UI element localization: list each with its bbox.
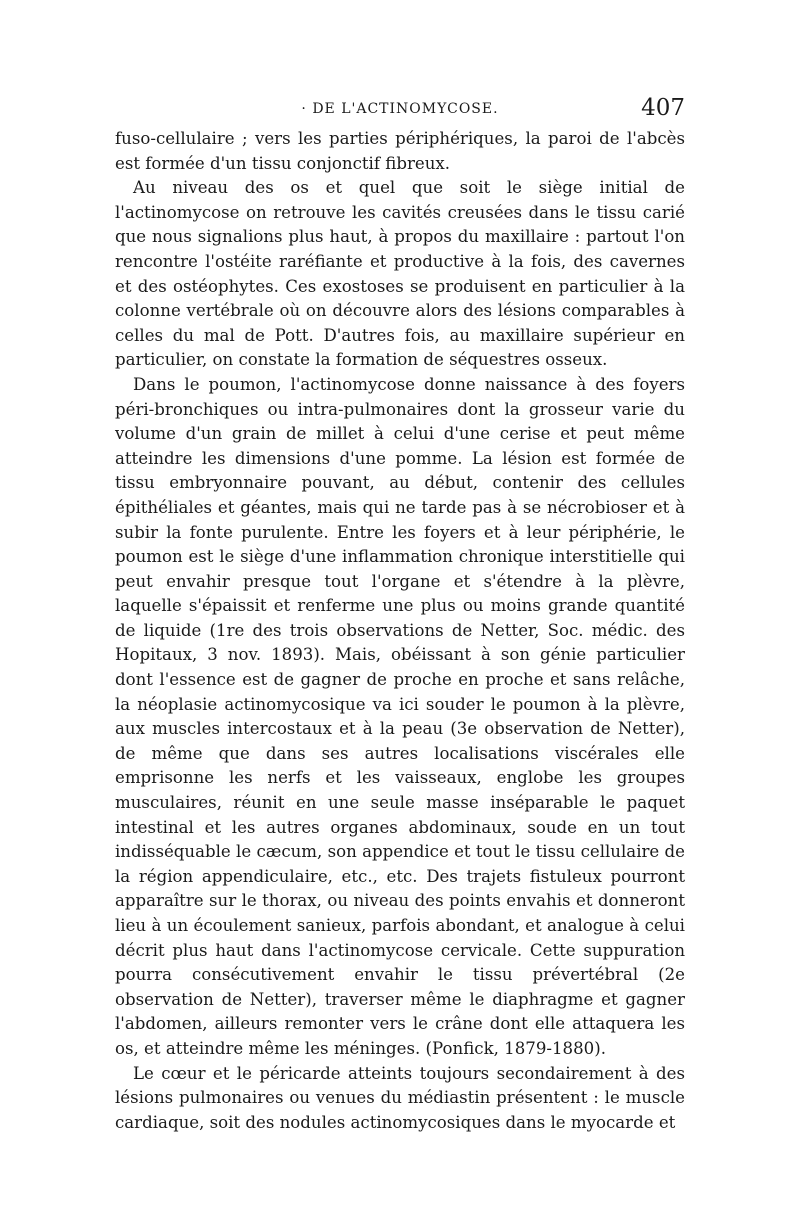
paragraph-continuation: fuso-cellulaire ; vers les parties périphériques, la paroi de l'abcès est formée d'un tissu conjonctif fibreux. <box>115 129 685 173</box>
paragraph-bones: Au niveau des os et quel que soit le siège initial de l'actinomycose on retrouve les cavités creusées dans le tissu carié que nous signalions plus haut, à propos du maxillaire : partout l'on rencontre l'ostéite raréfiante et productive à la fois, des cavernes et des ostéophytes. Ces exostoses se produisent en particulier à la colonne vertébrale où on découvre alors des lésions comparables à celles du mal de Pott. D'autres fois, au maxillaire supérieur en particulier, on constate la formation de séquestres osseux. <box>115 178 685 370</box>
paragraph-heart: Le cœur et le péricarde atteints toujours secondairement à des lésions pulmonaires ou venues du médiastin présentent : le muscle cardiaque, soit des nodules actinomycosiques dans le myocarde et <box>115 1063 685 1132</box>
book-page <box>115 95 685 1135</box>
paragraph-lung: Dans le poumon, l'actinomycose donne naissance à des foyers péri-bronchiques ou intra-pulmonaires dont la grosseur varie du volume d'un grain de millet à celui d'une cerise et peut même atteindre les dimensions d'une pomme. La lésion est formée de tissu embryonnaire pouvant, au début, contenir des cellules épithéliales et géantes, mais qui ne tarde pas à se nécrobioser et à subir la fonte purulente. Entre les foyers et à leur périphérie, le poumon est le siège d'une inflammation chronique interstitielle qui peut envahir presque tout l'organe et s'étendre à la plèvre, laquelle s'épaissit et renferme une plus ou moins grande quantité de liquide (1re des trois observations de Netter, Soc. médic. des Hopitaux, 3 nov. 1893). Mais, obéissant à son génie particulier dont l'essence est de gagner de proche en proche et sans relâche, la néoplasie actinomycosique va ici souder le poumon à la plèvre, aux muscles intercostaux et à la peau (3e observation de Netter), de même que dans ses autres localisations viscérales elle emprisonne les nerfs et les vaisseaux, englobe les groupes musculaires, réunit en une seule masse inséparable le paquet intestinal et les autres organes abdominaux, soude en un tout indisséquable le cæcum, son appendice et tout le tissu cellulaire de la région appendiculaire, etc., etc. Des trajets fistuleux pourront apparaître sur le thorax, ou niveau des points envahis et donneront lieu à un écoulement sanieux, parfois abondant, et analogue à celui décrit plus haut dans l'actinomycose cervicale. Cette suppuration pourra consécutivement envahir le tissu prévertébral (2e observation de Netter), traverser même le diaphragme et gagner l'abdomen, ailleurs remonter vers le crâne dont elle attaquera les os, et atteindre même les méninges. (Ponfick, 1879-1880). <box>115 374 685 1058</box>
page-number: 407 <box>641 95 685 121</box>
body-text <box>115 127 685 1135</box>
page-header <box>115 95 685 127</box>
running-head: · DE L'ACTINOMYCOSE. <box>301 101 499 117</box>
